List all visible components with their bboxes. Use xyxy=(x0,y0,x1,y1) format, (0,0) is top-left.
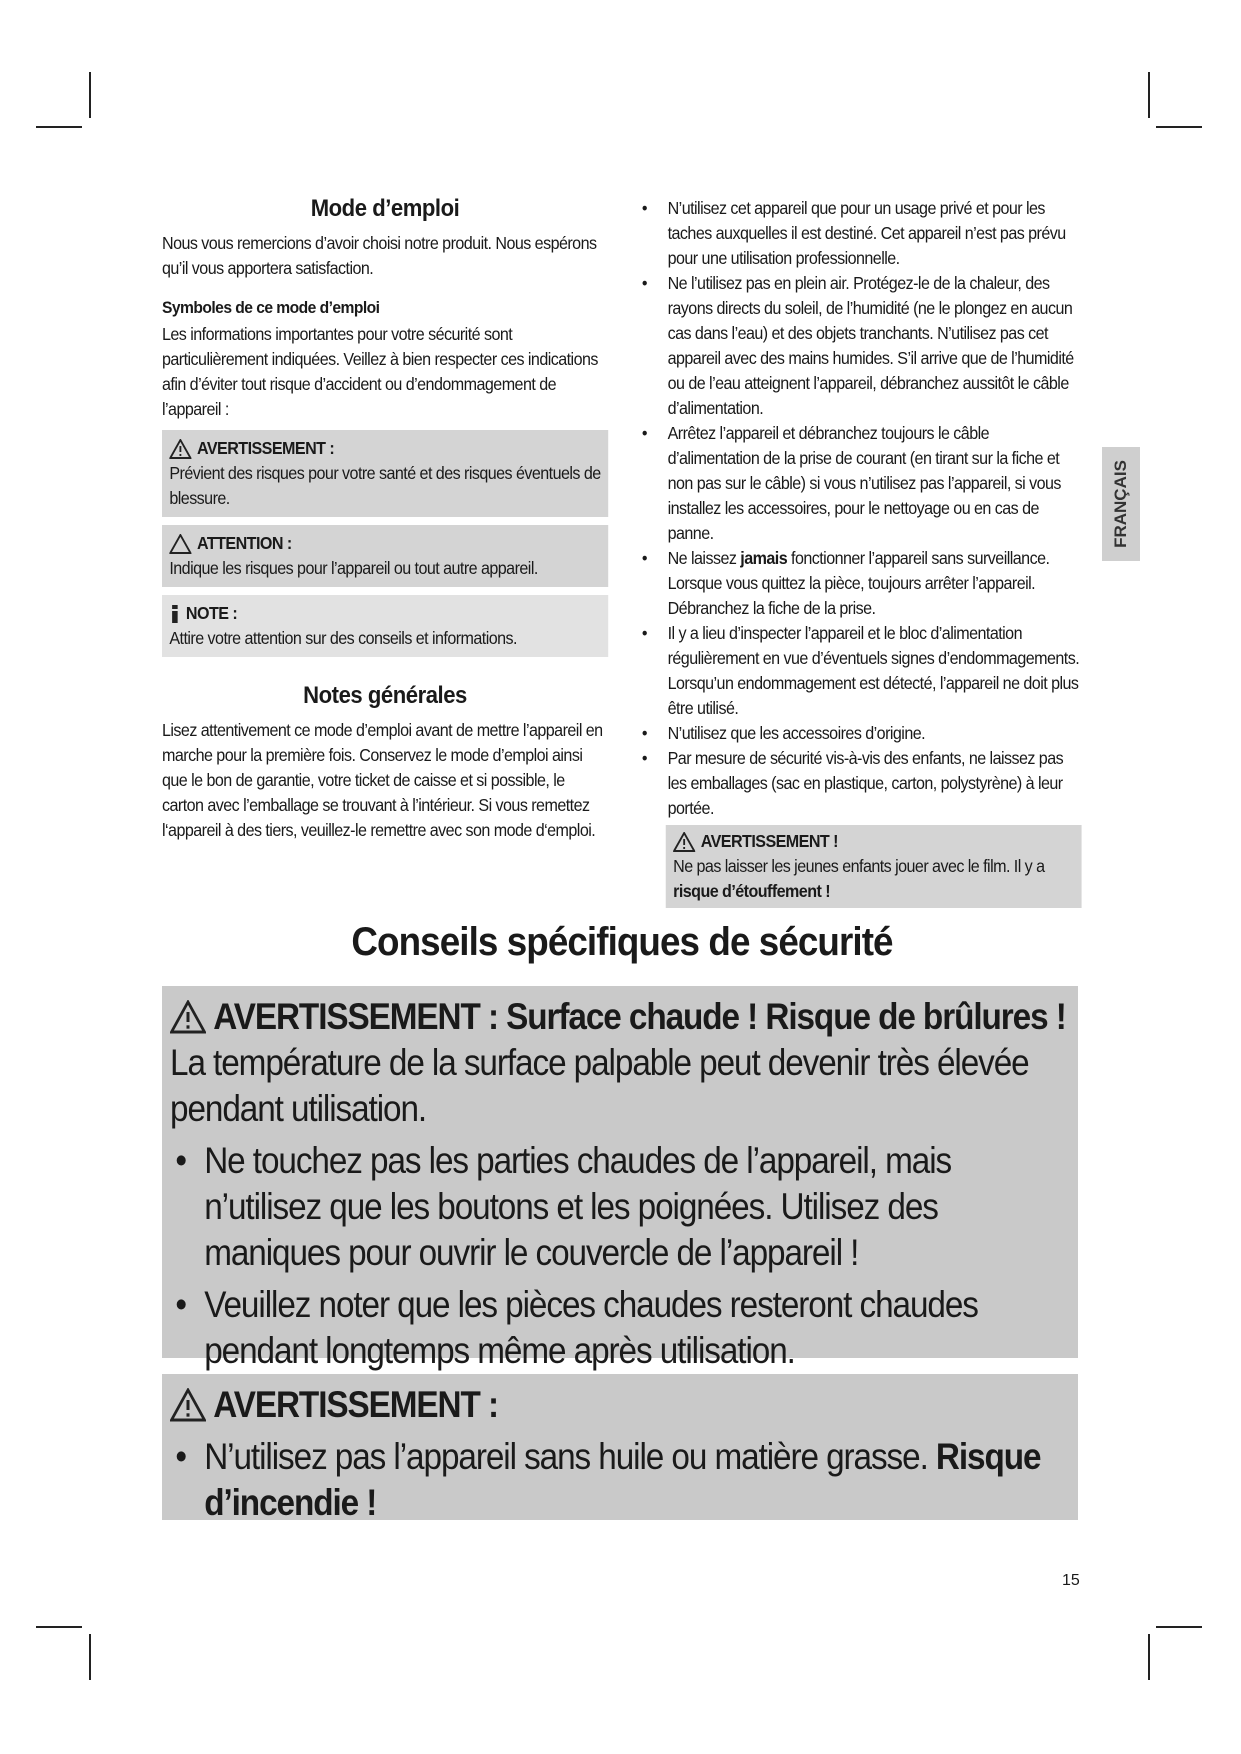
list-item-text: fonctionner l’appareil sans surveillance. Lorsque vous quittez la pièce, toujours arrêter l’appareil. Débranchez la fiche de la prise. xyxy=(667,548,1050,618)
warning-triangle-icon xyxy=(673,832,695,852)
symbols-text: Les informations importantes pour votre sécurité sont particulièrement indiquées. Veillez à bien respecter ces indications afin d’éviter tout risque d’accident ou d’endommagement de l’appareil : xyxy=(162,324,598,419)
crop-mark xyxy=(1156,126,1202,128)
attention-box xyxy=(162,525,608,587)
fire-warning-label: AVERTISSEMENT : xyxy=(213,1384,498,1425)
note-text: Attire votre attention sur des conseils et informations. xyxy=(169,628,517,648)
list-item: • Ne touchez pas les parties chaudes de l’appareil, mais n’utilisez que les boutons et les poignées. Utilisez des maniques pour ouvrir le couvercle de l’appareil ! xyxy=(170,1138,1069,1276)
crop-mark xyxy=(1148,1634,1150,1680)
section-title-mode: Mode d’emploi xyxy=(310,195,460,222)
list-item: • N’utilisez que les accessoires d’origine. xyxy=(640,721,1082,746)
page-number: 15 xyxy=(1062,1572,1080,1589)
language-tab-label: FRANÇAIS xyxy=(1111,460,1130,548)
section-title-general: Notes générales xyxy=(303,682,467,709)
left-column xyxy=(162,196,608,843)
list-item-bold: Risque d’incendie ! xyxy=(204,1436,1041,1523)
hot-surface-list xyxy=(170,1138,1069,1374)
warning-triangle-icon xyxy=(170,1388,206,1422)
list-item-text: N’utilisez pas l’appareil sans huile ou matière grasse. xyxy=(204,1436,936,1477)
film-warning-box xyxy=(666,825,1082,908)
hot-surface-text: La température de la surface palpable peut devenir très élevée pendant utilisation. xyxy=(170,1042,1029,1129)
hot-surface-label: AVERTISSEMENT : Surface chaude ! Risque de brûlures ! xyxy=(213,996,1066,1037)
list-item xyxy=(170,1434,1069,1526)
crop-mark xyxy=(1156,1626,1202,1628)
attention-text: Indique les risques pour l’appareil ou tout autre appareil. xyxy=(169,558,538,578)
attention-label: ATTENTION : xyxy=(196,533,292,553)
list-item xyxy=(640,546,1082,621)
list-item: • Il y a lieu d’inspecter l’appareil et le bloc d’alimentation régulièrement en vue d’éventuels signes d’endommagements. Lorsqu’un endommagement est détecté, l’appareil ne doit plus être utilisé. xyxy=(640,621,1082,721)
warning-triangle-icon xyxy=(169,439,191,459)
warning-box xyxy=(162,430,608,517)
attention-triangle-icon xyxy=(169,534,191,554)
language-tab xyxy=(1102,447,1140,561)
list-item: • N’utilisez cet appareil que pour un usage privé et pour les taches auxquelles il est destiné. Cet appareil n’est pas prévu pour une utilisation professionnelle. xyxy=(640,196,1082,271)
note-label: NOTE : xyxy=(185,603,238,623)
warning-triangle-icon xyxy=(170,1000,206,1034)
film-warning-text-bold: risque d’étouffement ! xyxy=(673,881,831,901)
crop-mark xyxy=(89,1634,91,1680)
crop-mark xyxy=(36,1626,82,1628)
crop-mark xyxy=(89,72,91,118)
list-item: • Veuillez noter que les pièces chaudes resteront chaudes pendant longtemps même après utilisation. xyxy=(170,1282,1069,1374)
film-warning-text xyxy=(673,854,1076,904)
warning-text: Prévient des risques pour votre santé et des risques éventuels de blessure. xyxy=(169,463,601,508)
list-item: • Ne l’utilisez pas en plein air. Protégez-le de la chaleur, des rayons directs du soleil, de l’humidité (ne le plongez en aucun cas dans l’eau) et des objets tranchants. N’utilisez pas cet appareil avec des mains humides. S’il arrive que de l’humidité ou de l’eau atteignent l’appareil, débranchez aussitôt le câble d’alimentation. xyxy=(640,271,1082,421)
info-icon xyxy=(169,604,180,624)
list-item: • Par mesure de sécurité vis-à-vis des enfants, ne laissez pas les emballages (sac en plastique, carton, polystyrène) à leur portée. xyxy=(640,746,1082,821)
hot-surface-warning-box xyxy=(162,986,1078,1371)
right-column xyxy=(640,196,1082,908)
crop-mark xyxy=(36,126,82,128)
list-item-bold: jamais xyxy=(740,548,788,568)
crop-mark xyxy=(1148,72,1150,118)
intro-text: Nous vous remercions d’avoir choisi notre produit. Nous espérons qu’il vous apportera satisfaction. xyxy=(162,233,597,278)
warning-label: AVERTISSEMENT : xyxy=(196,438,335,458)
safety-title: Conseils spécifiques de sécurité xyxy=(351,920,893,964)
fire-warning-box xyxy=(162,1374,1078,1523)
list-item: • Arrêtez l’appareil et débranchez toujours le câble d’alimentation de la prise de courant (en tirant sur la fiche et non pas sur le câble) si vous n’utilisez pas l’appareil, si vous installez les accessoires, pour le nettoyage ou en cas de panne. xyxy=(640,421,1082,546)
film-warning-label: AVERTISSEMENT ! xyxy=(700,831,838,851)
film-warning-text-main: Ne pas laisser les jeunes enfants jouer avec le film. Il y a xyxy=(673,856,1045,876)
fire-warning-list xyxy=(170,1434,1069,1526)
list-item-text: Ne laissez xyxy=(667,548,741,568)
symbols-title: Symboles de ce mode d’emploi xyxy=(162,298,380,317)
note-box xyxy=(162,595,608,657)
safety-list xyxy=(640,196,1082,821)
general-text: Lisez attentivement ce mode d’emploi avant de mettre l’appareil en marche pour la première fois. Conservez le mode d’emploi ainsi que le bon de garantie, votre ticket de caisse et si possible, le carton avec l’emballage se trouvant à l’intérieur. Si vous remettez l‘appareil à des tiers, veuillez-le remettre avec son mode d‘emploi. xyxy=(162,720,603,840)
